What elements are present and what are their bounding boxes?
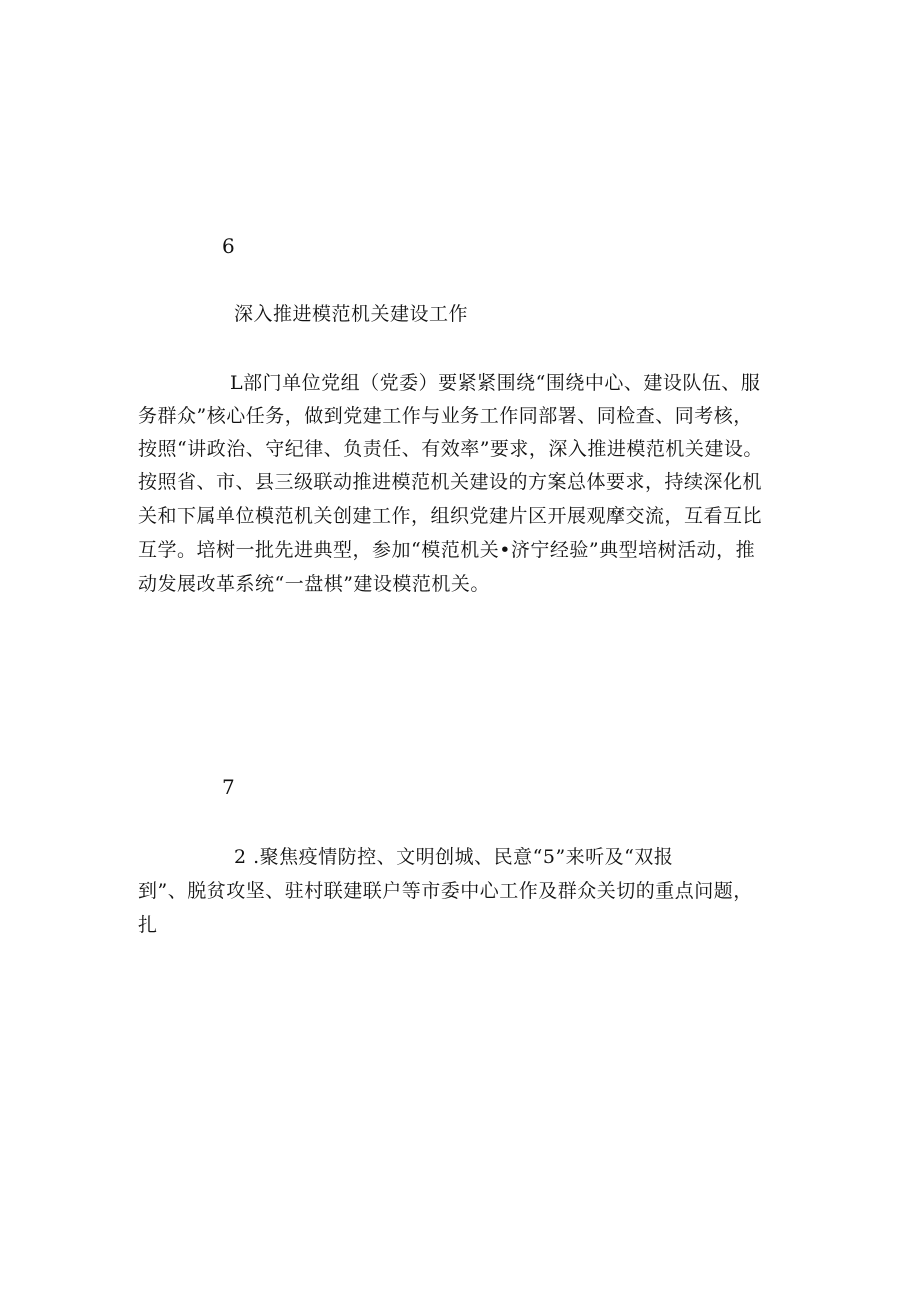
paragraph-line: 到”、脱贫攻坚、驻村联建联户等市委中心工作及群众关切的重点问题，: [138, 880, 753, 902]
paragraph-line: 动发展改革系统“一盘棋”建设模范机关。: [138, 573, 490, 595]
paragraph-line: 互学。培树一批先进典型，参加“模范机关•济宁经验”典型培树活动，推: [138, 539, 756, 561]
page-number-7: 7: [222, 775, 235, 799]
page-number-6: 6: [222, 234, 235, 258]
paragraph-line: L部门单位党组（党委）要紧紧围绕“围绕中心、建设队伍、服: [230, 372, 761, 394]
paragraph-line: 按照省、市、县三级联动推进模范机关建设的方案总体要求，持续深化机: [138, 471, 763, 493]
paragraph-line: 务群众”核心任务，做到党建工作与业务工作同部署、同检查、同考核，: [138, 405, 753, 427]
paragraph-line: 扎: [138, 914, 158, 936]
paragraph-line: 关和下属单位模范机关创建工作，组织党建片区开展观摩交流，互看互比: [138, 505, 763, 527]
paragraph-line: 2 .聚焦疫情防控、文明创城、民意“5”来听及“双报: [234, 846, 674, 868]
section-heading: 深入推进模范机关建设工作: [234, 303, 469, 325]
paragraph-line: 按照“讲政治、守纪律、负责任、有效率”要求，深入推进模范机关建设。: [138, 438, 763, 460]
